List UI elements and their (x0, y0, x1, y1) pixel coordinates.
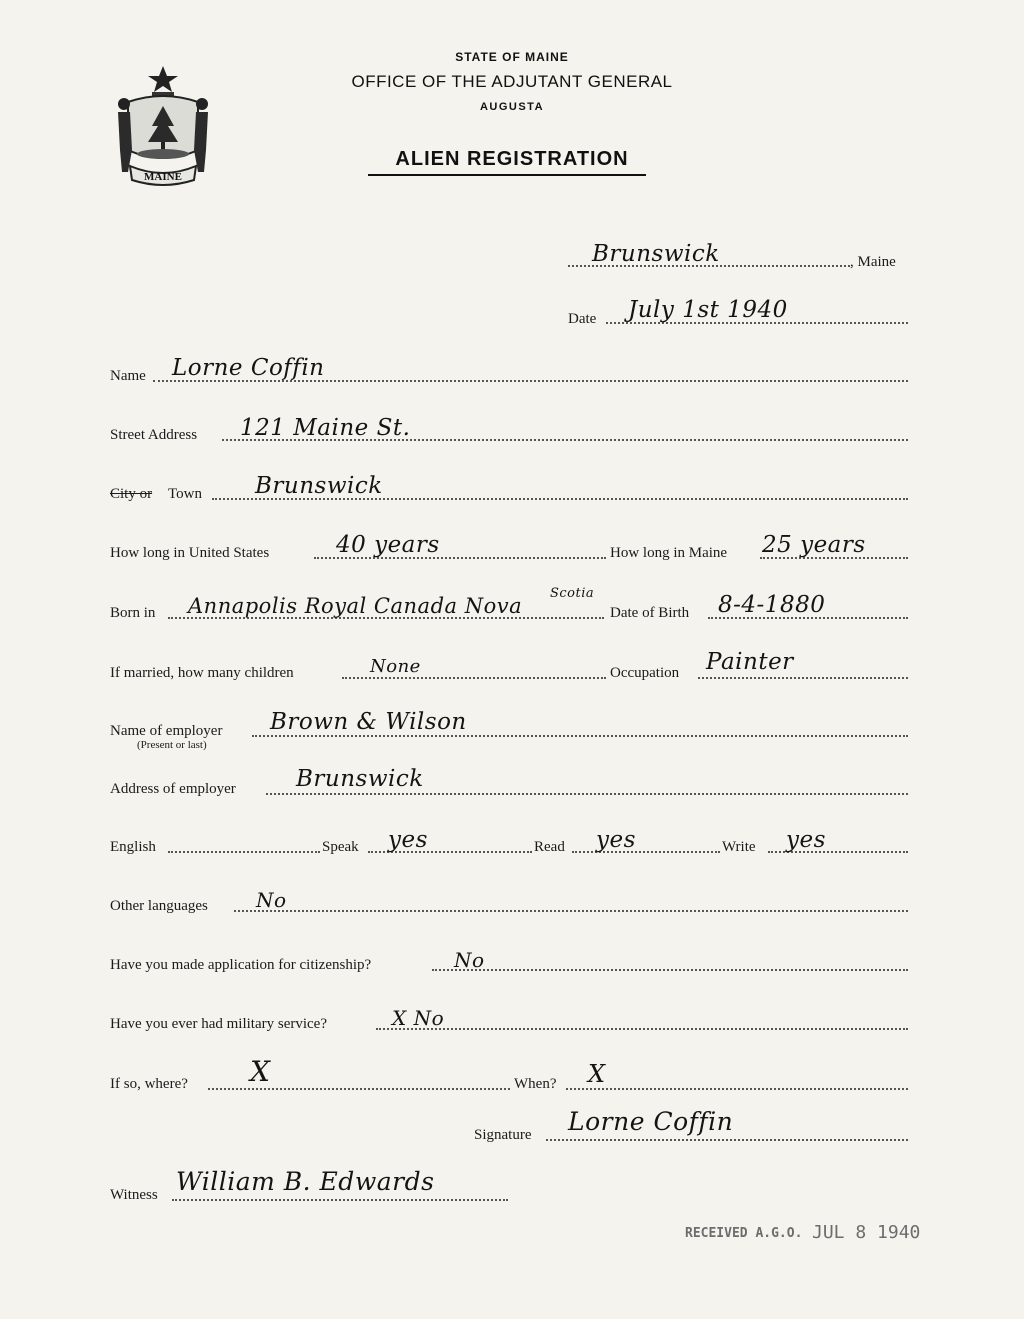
children-label: If married, how many children (110, 665, 294, 681)
military-value: X No (392, 1006, 445, 1030)
other-languages-label: Other languages (110, 898, 208, 914)
employer-name-sublabel: (Present or last) (137, 739, 207, 751)
signature-value: Lorne Coffin (568, 1107, 734, 1136)
read-line (572, 851, 720, 853)
other-languages-value: No (256, 888, 287, 912)
how-long-us-value: 40 years (336, 532, 440, 558)
other-languages-line (234, 910, 908, 912)
date-of-birth-value: 8-4-1880 (718, 592, 826, 618)
employer-address-line (266, 793, 908, 795)
how-long-us-label: How long in United States (110, 545, 270, 561)
maine-label: , Maine (850, 254, 896, 270)
when-label: When? (514, 1076, 557, 1092)
received-stamp-label: RECEIVED A.G.O. (685, 1226, 803, 1241)
employer-address-value: Brunswick (296, 766, 424, 792)
office-heading: OFFICE OF THE ADJUTANT GENERAL (351, 72, 673, 91)
witness-label: Witness (110, 1187, 158, 1203)
form-title: ALIEN REGISTRATION (395, 148, 629, 170)
born-in-value: Annapolis Royal Canada Nova (188, 594, 523, 618)
read-value: yes (596, 827, 636, 853)
witness-value: William B. Edwards (176, 1167, 435, 1196)
write-value: yes (786, 827, 826, 853)
citizenship-value: No (454, 948, 485, 972)
employer-address-label: Address of employer (110, 781, 236, 797)
citizenship-line (432, 969, 908, 971)
street-label: Street Address (110, 427, 198, 443)
when-line (566, 1088, 908, 1090)
born-in-superscript: Scotia (550, 586, 595, 601)
when-value: X (588, 1060, 606, 1088)
date-label: Date (568, 311, 597, 327)
employer-name-value: Brown & Wilson (270, 709, 467, 735)
occupation-value: Painter (706, 649, 794, 675)
where-line (208, 1088, 510, 1090)
occupation-label: Occupation (610, 665, 680, 681)
military-label: Have you ever had military service? (110, 1016, 327, 1032)
street-value: 121 Maine St. (240, 415, 411, 441)
signature-label: Signature (474, 1127, 532, 1143)
where-value: X (250, 1055, 271, 1088)
citizenship-label: Have you made application for citizenship? (110, 957, 372, 973)
received-stamp-date: JUL 8 1940 (812, 1222, 921, 1243)
city-heading: AUGUSTA (479, 101, 545, 113)
place-value: Brunswick (592, 241, 720, 267)
how-long-maine-value: 25 years (762, 532, 866, 558)
city-label-struck: City or (110, 486, 153, 502)
title-underline (368, 174, 646, 176)
born-in-label: Born in (110, 605, 156, 621)
where-label: If so, where? (110, 1076, 188, 1092)
employer-name-label: Name of employer (110, 723, 223, 739)
employer-name-line (252, 735, 908, 737)
witness-line (172, 1199, 508, 1201)
name-value: Lorne Coffin (172, 355, 325, 381)
how-long-maine-label: How long in Maine (610, 545, 728, 561)
read-label: Read (534, 839, 565, 855)
town-label: Town (168, 486, 202, 502)
signature-line (546, 1139, 908, 1141)
military-line (376, 1028, 908, 1030)
date-of-birth-label: Date of Birth (610, 605, 690, 621)
occupation-line (698, 677, 908, 679)
children-value: None (370, 656, 421, 677)
name-label: Name (110, 368, 146, 384)
town-value: Brunswick (255, 473, 383, 499)
state-heading: STATE OF MAINE (455, 50, 569, 64)
speak-value: yes (388, 827, 428, 853)
date-value: July 1st 1940 (628, 297, 788, 323)
seal-banner-text: MAINE (144, 171, 182, 183)
speak-label: Speak (322, 839, 359, 855)
english-label: English (110, 839, 156, 855)
write-label: Write (722, 839, 756, 855)
english-line (168, 851, 320, 853)
